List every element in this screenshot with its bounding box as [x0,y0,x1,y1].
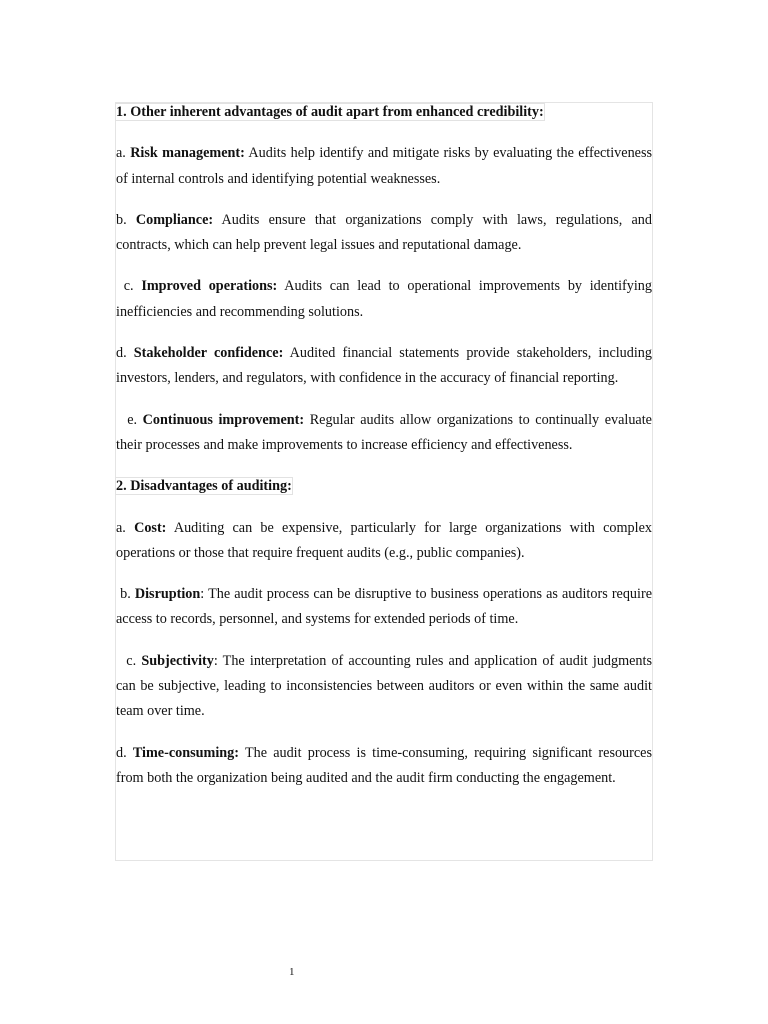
item-prefix: b. [116,211,136,228]
list-item-cost [116,516,652,567]
item-term: Compliance: [135,211,214,228]
item-prefix: d. [116,345,134,362]
item-text: Audits can lead to operational improvements by identifying inefficiencies and recommending solutions. [116,278,652,320]
section-heading-advantages [116,100,652,125]
page-number: 1 [289,966,295,978]
list-item-continuous-improvement [116,408,652,459]
item-text: Audited financial statements provide stakeholders, including investors, lenders, and regulators, with confidence in the accuracy of financial reporting. [116,345,652,387]
section-heading-text: 2. Disadvantages of auditing: [116,478,292,495]
item-term: Risk management: [130,145,245,162]
item-prefix: e. [116,411,143,428]
list-item-time-consuming [116,741,652,792]
list-item-disruption [116,582,652,633]
item-text: Regular audits allow organizations to continually evaluate their processes and make improvements to increase efficiency and effectiveness. [116,411,652,453]
item-prefix: c. [116,652,142,669]
item-text: : The interpretation of accounting rules and application of audit judgments can be subjective, leading to inconsistencies between auditors or even within the same audit team over time. [116,652,652,720]
item-prefix: b. [116,586,135,603]
item-term: Improved operations: [141,278,278,295]
item-term: Cost: [134,519,167,536]
list-item-stakeholder-confidence [116,341,652,392]
item-prefix: a. [116,519,135,536]
item-text: Audits help identify and mitigate risks by evaluating the effectiveness of internal controls and identifying potential weaknesses. [116,145,652,187]
item-prefix: d. [116,744,133,761]
item-term: Continuous improvement: [142,411,305,428]
list-item-improved-operations [116,274,652,325]
item-text: Audits ensure that organizations comply with laws, regulations, and contracts, which can help prevent legal issues and reputational damage. [116,211,652,254]
item-text: The audit process is time-consuming, requiring significant resources from both the organization being audited and the audit firm conducting the engagement. [116,744,652,786]
list-item-compliance [116,208,652,259]
item-text: : The audit process can be disruptive to business operations as auditors require access to records, personnel, and systems for extended periods of time. [116,586,652,628]
list-item-subjectivity [116,649,652,725]
list-item-risk-management [116,141,652,192]
item-prefix: c. [116,278,142,295]
item-term: Stakeholder confidence: [133,345,284,362]
item-term: Disruption [134,586,201,603]
item-text: Auditing can be expensive, particularly for large organizations with complex operations or those that require frequent audits (e.g., public companies). [116,519,652,561]
section-heading-text: 1. Other inherent advantages of audit apart from enhanced credibility: [116,104,544,120]
document-body [116,100,652,807]
item-term: Subjectivity [141,652,214,669]
section-heading-disadvantages [116,474,652,499]
item-prefix: a. [116,145,131,162]
item-term: Time-consuming: [132,744,239,761]
